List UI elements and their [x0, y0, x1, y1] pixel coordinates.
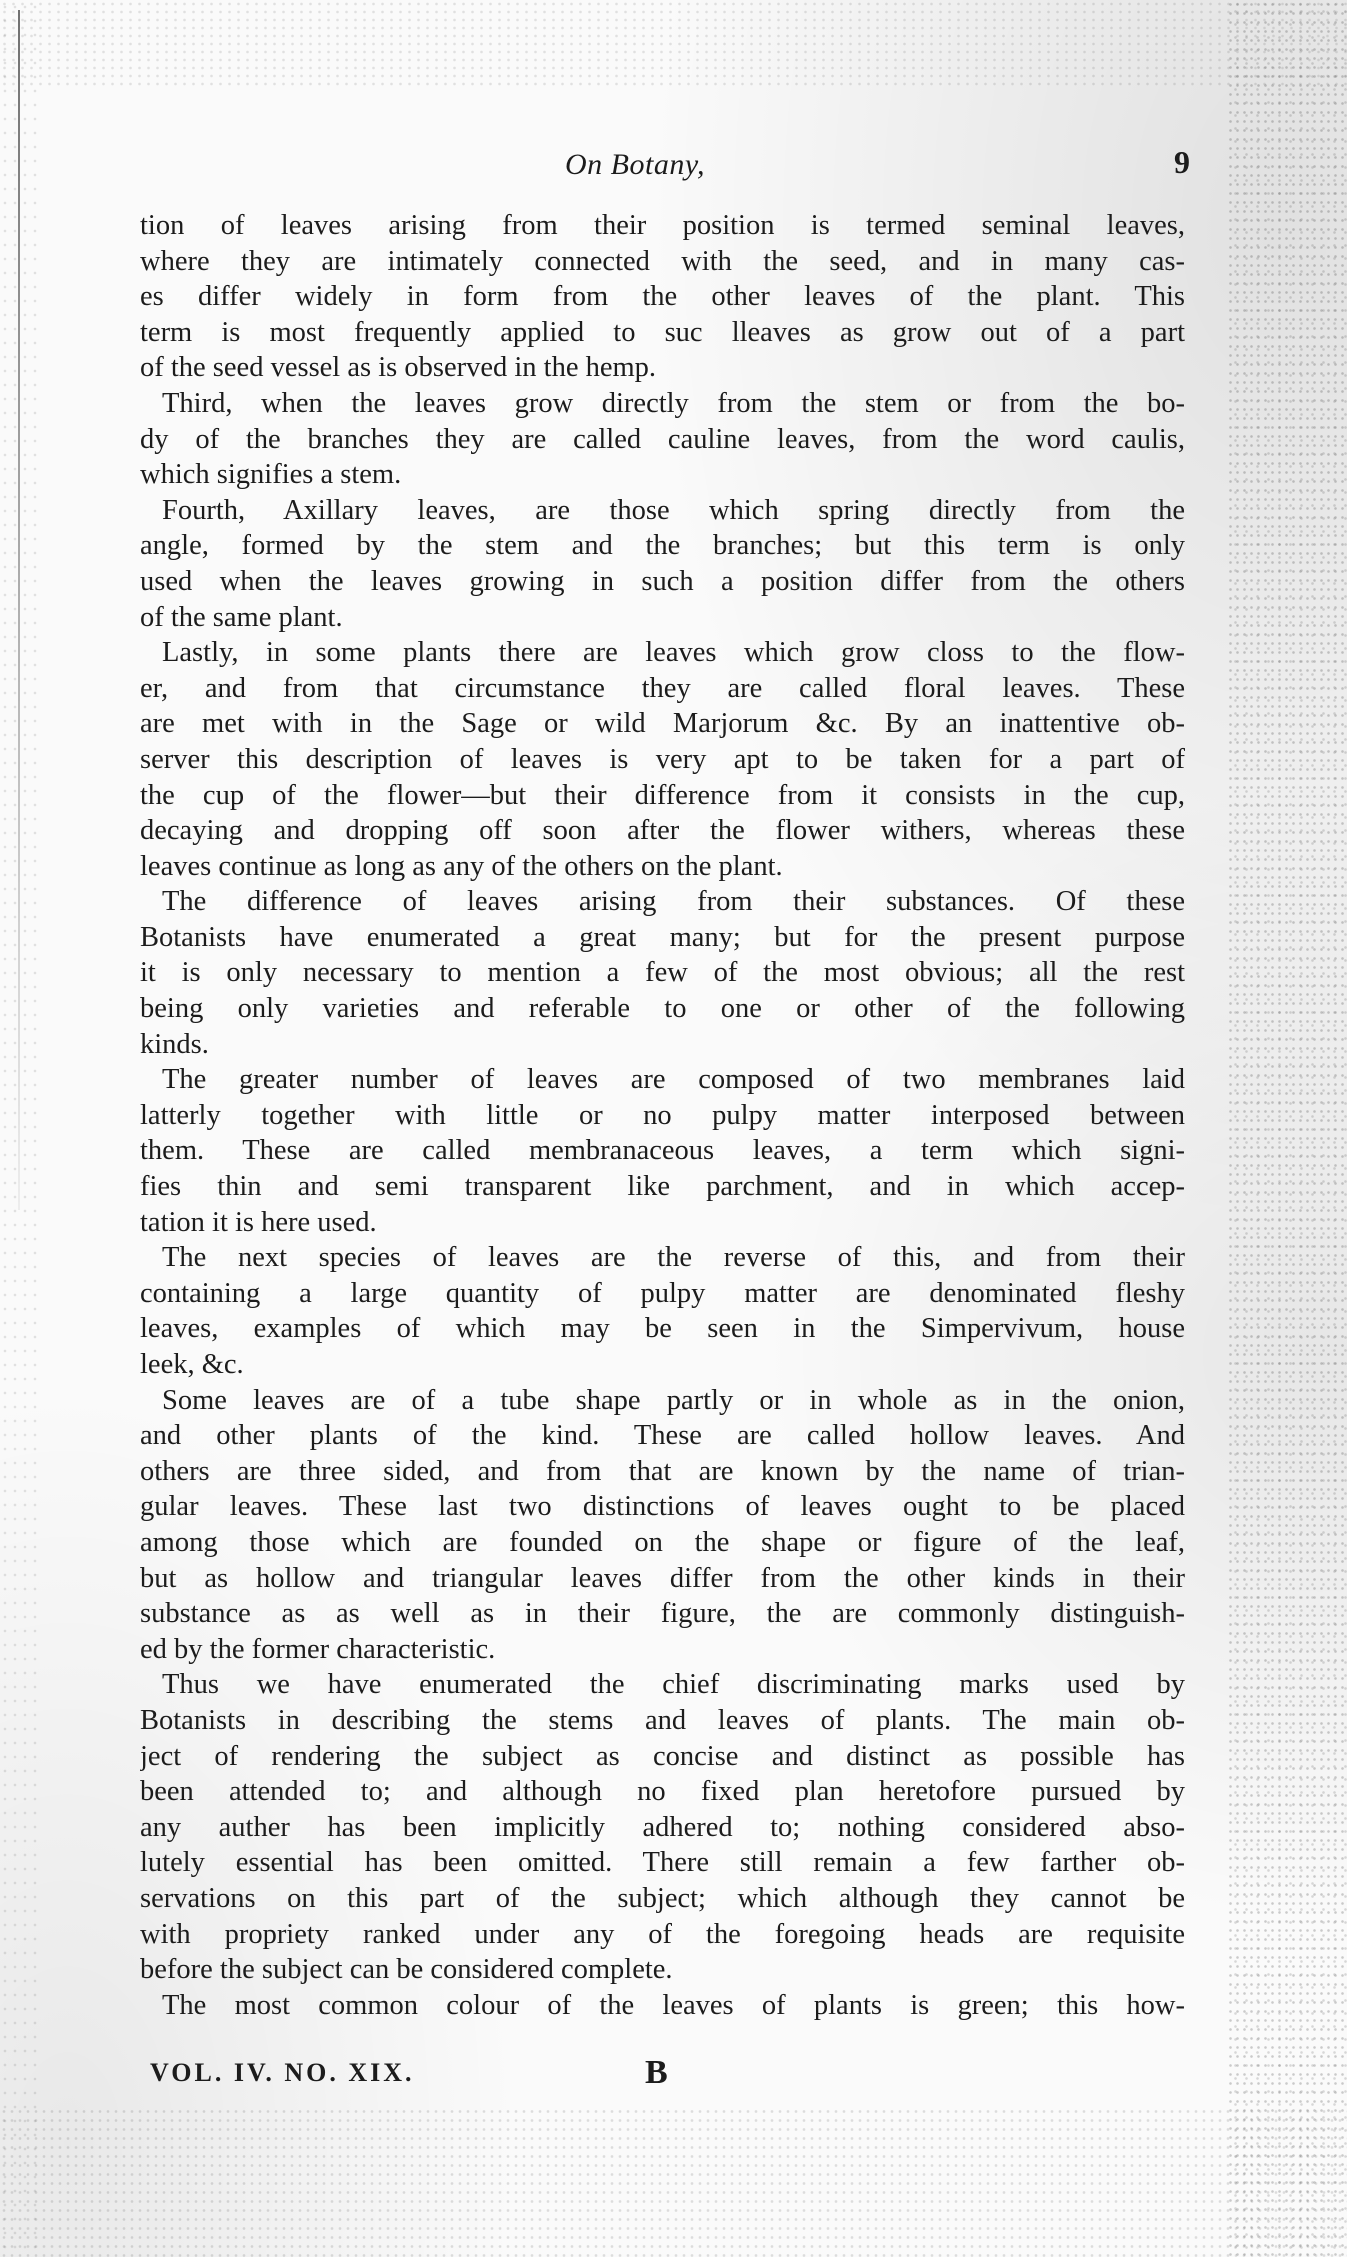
text-line: where they are intimately connected with the seed, and in many cas- — [140, 245, 1185, 277]
text-line: angle, formed by the stem and the branches; but this term is only — [140, 530, 1185, 562]
text-line: substance as as well as in their figure, the are commonly distinguish- — [140, 1598, 1185, 1630]
text-line: The next species of leaves are the reverse of this, and from their — [162, 1242, 1185, 1274]
text-line: The greater number of leaves are composed of two membranes laid — [162, 1064, 1185, 1096]
text-line: with propriety ranked under any of the foregoing heads are requisite — [140, 1918, 1185, 1950]
page-footer — [150, 2054, 1050, 2098]
text-body — [140, 208, 1185, 2023]
text-line: gular leaves. These last two distinctions of leaves ought to be placed — [140, 1491, 1185, 1523]
right-edge-speckle — [1227, 0, 1347, 2257]
text-line: fies thin and semi transparent like parchment, and in which accep- — [140, 1171, 1185, 1203]
top-edge-speckle — [0, 0, 1347, 90]
text-line: dy of the branches they are called cauline leaves, from the word caulis, — [140, 423, 1185, 455]
text-line: been attended to; and although no fixed plan heretofore pursued by — [140, 1776, 1185, 1808]
text-line: before the subject can be considered complete. — [140, 1954, 673, 1986]
text-line: them. These are called membranaceous leaves, a term which signi- — [140, 1135, 1185, 1167]
text-line: leaves, examples of which may be seen in the Simpervivum, house — [140, 1313, 1185, 1345]
text-line: Botanists have enumerated a great many; but for the present purpose — [140, 921, 1185, 953]
text-line: used when the leaves growing in such a position differ from the others — [140, 565, 1185, 597]
text-line: and other plants of the kind. These are called hollow leaves. And — [140, 1420, 1185, 1452]
text-line: of the same plant. — [140, 601, 343, 633]
text-line: servations on this part of the subject; which although they cannot be — [140, 1882, 1185, 1914]
running-head: On Botany, — [565, 148, 705, 181]
page-number: 9 — [1174, 144, 1190, 180]
text-line: Third, when the leaves grow directly from the stem or from the bo- — [162, 387, 1185, 419]
text-line: leaves continue as long as any of the others on the plant. — [140, 850, 783, 882]
text-line: the cup of the flower—but their difference from it consists in the cup, — [140, 779, 1185, 811]
binding-edge-line — [18, 10, 20, 1210]
text-line: server this description of leaves is very apt to be taken for a part of — [140, 743, 1185, 775]
text-line: term is most frequently applied to suc lleaves as grow out of a part — [140, 316, 1185, 348]
left-edge-speckle — [0, 0, 40, 2257]
text-line: of the seed vessel as is observed in the hemp. — [140, 352, 657, 384]
text-line: others are three sided, and from that are known by the name of trian- — [140, 1455, 1185, 1487]
text-line: are met with in the Sage or wild Marjorum &c. By an inattentive ob- — [140, 708, 1185, 740]
volume-signature: VOL. IV. NO. XIX. — [150, 2058, 415, 2087]
text-line: but as hollow and triangular leaves differ from the other kinds in their — [140, 1562, 1185, 1594]
text-line: Some leaves are of a tube shape partly or in whole as in the onion, — [162, 1384, 1185, 1416]
text-line: Botanists in describing the stems and leaves of plants. The main ob- — [140, 1704, 1185, 1736]
text-line: any auther has been implicitly adhered to; nothing considered abso- — [140, 1811, 1185, 1843]
text-line: tion of leaves arising from their position is termed seminal leaves, — [140, 210, 1185, 241]
text-line: ed by the former characteristic. — [140, 1633, 496, 1665]
text-line: tation it is here used. — [140, 1206, 377, 1238]
text-line: lutely essential has been omitted. There still remain a few farther ob- — [140, 1847, 1185, 1879]
text-line: decaying and dropping off soon after the flower withers, whereas these — [140, 815, 1185, 847]
text-line: er, and from that circumstance they are called floral leaves. These — [140, 672, 1185, 704]
signature-mark: B — [645, 2054, 668, 2091]
text-line: leek, &c. — [140, 1349, 244, 1380]
text-line: containing a large quantity of pulpy matter are denominated fleshy — [140, 1277, 1185, 1309]
text-line: Thus we have enumerated the chief discriminating marks used by — [162, 1669, 1185, 1701]
text-line: it is only necessary to mention a few of the most obvious; all the rest — [140, 957, 1185, 989]
text-line: Fourth, Axillary leaves, are those which spring directly from the — [162, 494, 1185, 526]
text-line: among those which are founded on the shape or figure of the leaf, — [140, 1526, 1185, 1558]
text-line: latterly together with little or no pulpy matter interposed between — [140, 1099, 1185, 1131]
text-line: es differ widely in form from the other leaves of the plant. This — [140, 281, 1185, 313]
page-header — [150, 144, 1190, 188]
bottom-edge-speckle — [0, 2107, 1347, 2257]
text-line: being only varieties and referable to one or other of the following — [140, 993, 1185, 1025]
text-line: ject of rendering the subject as concise and distinct as possible has — [140, 1740, 1185, 1772]
text-line: which signifies a stem. — [140, 459, 402, 491]
text-line: Lastly, in some plants there are leaves which grow closs to the flow- — [162, 637, 1185, 669]
text-line: The most common colour of the leaves of plants is green; this how- — [162, 1989, 1185, 2021]
text-line: kinds. — [140, 1028, 209, 1060]
text-line: The difference of leaves arising from their substances. Of these — [162, 886, 1185, 918]
